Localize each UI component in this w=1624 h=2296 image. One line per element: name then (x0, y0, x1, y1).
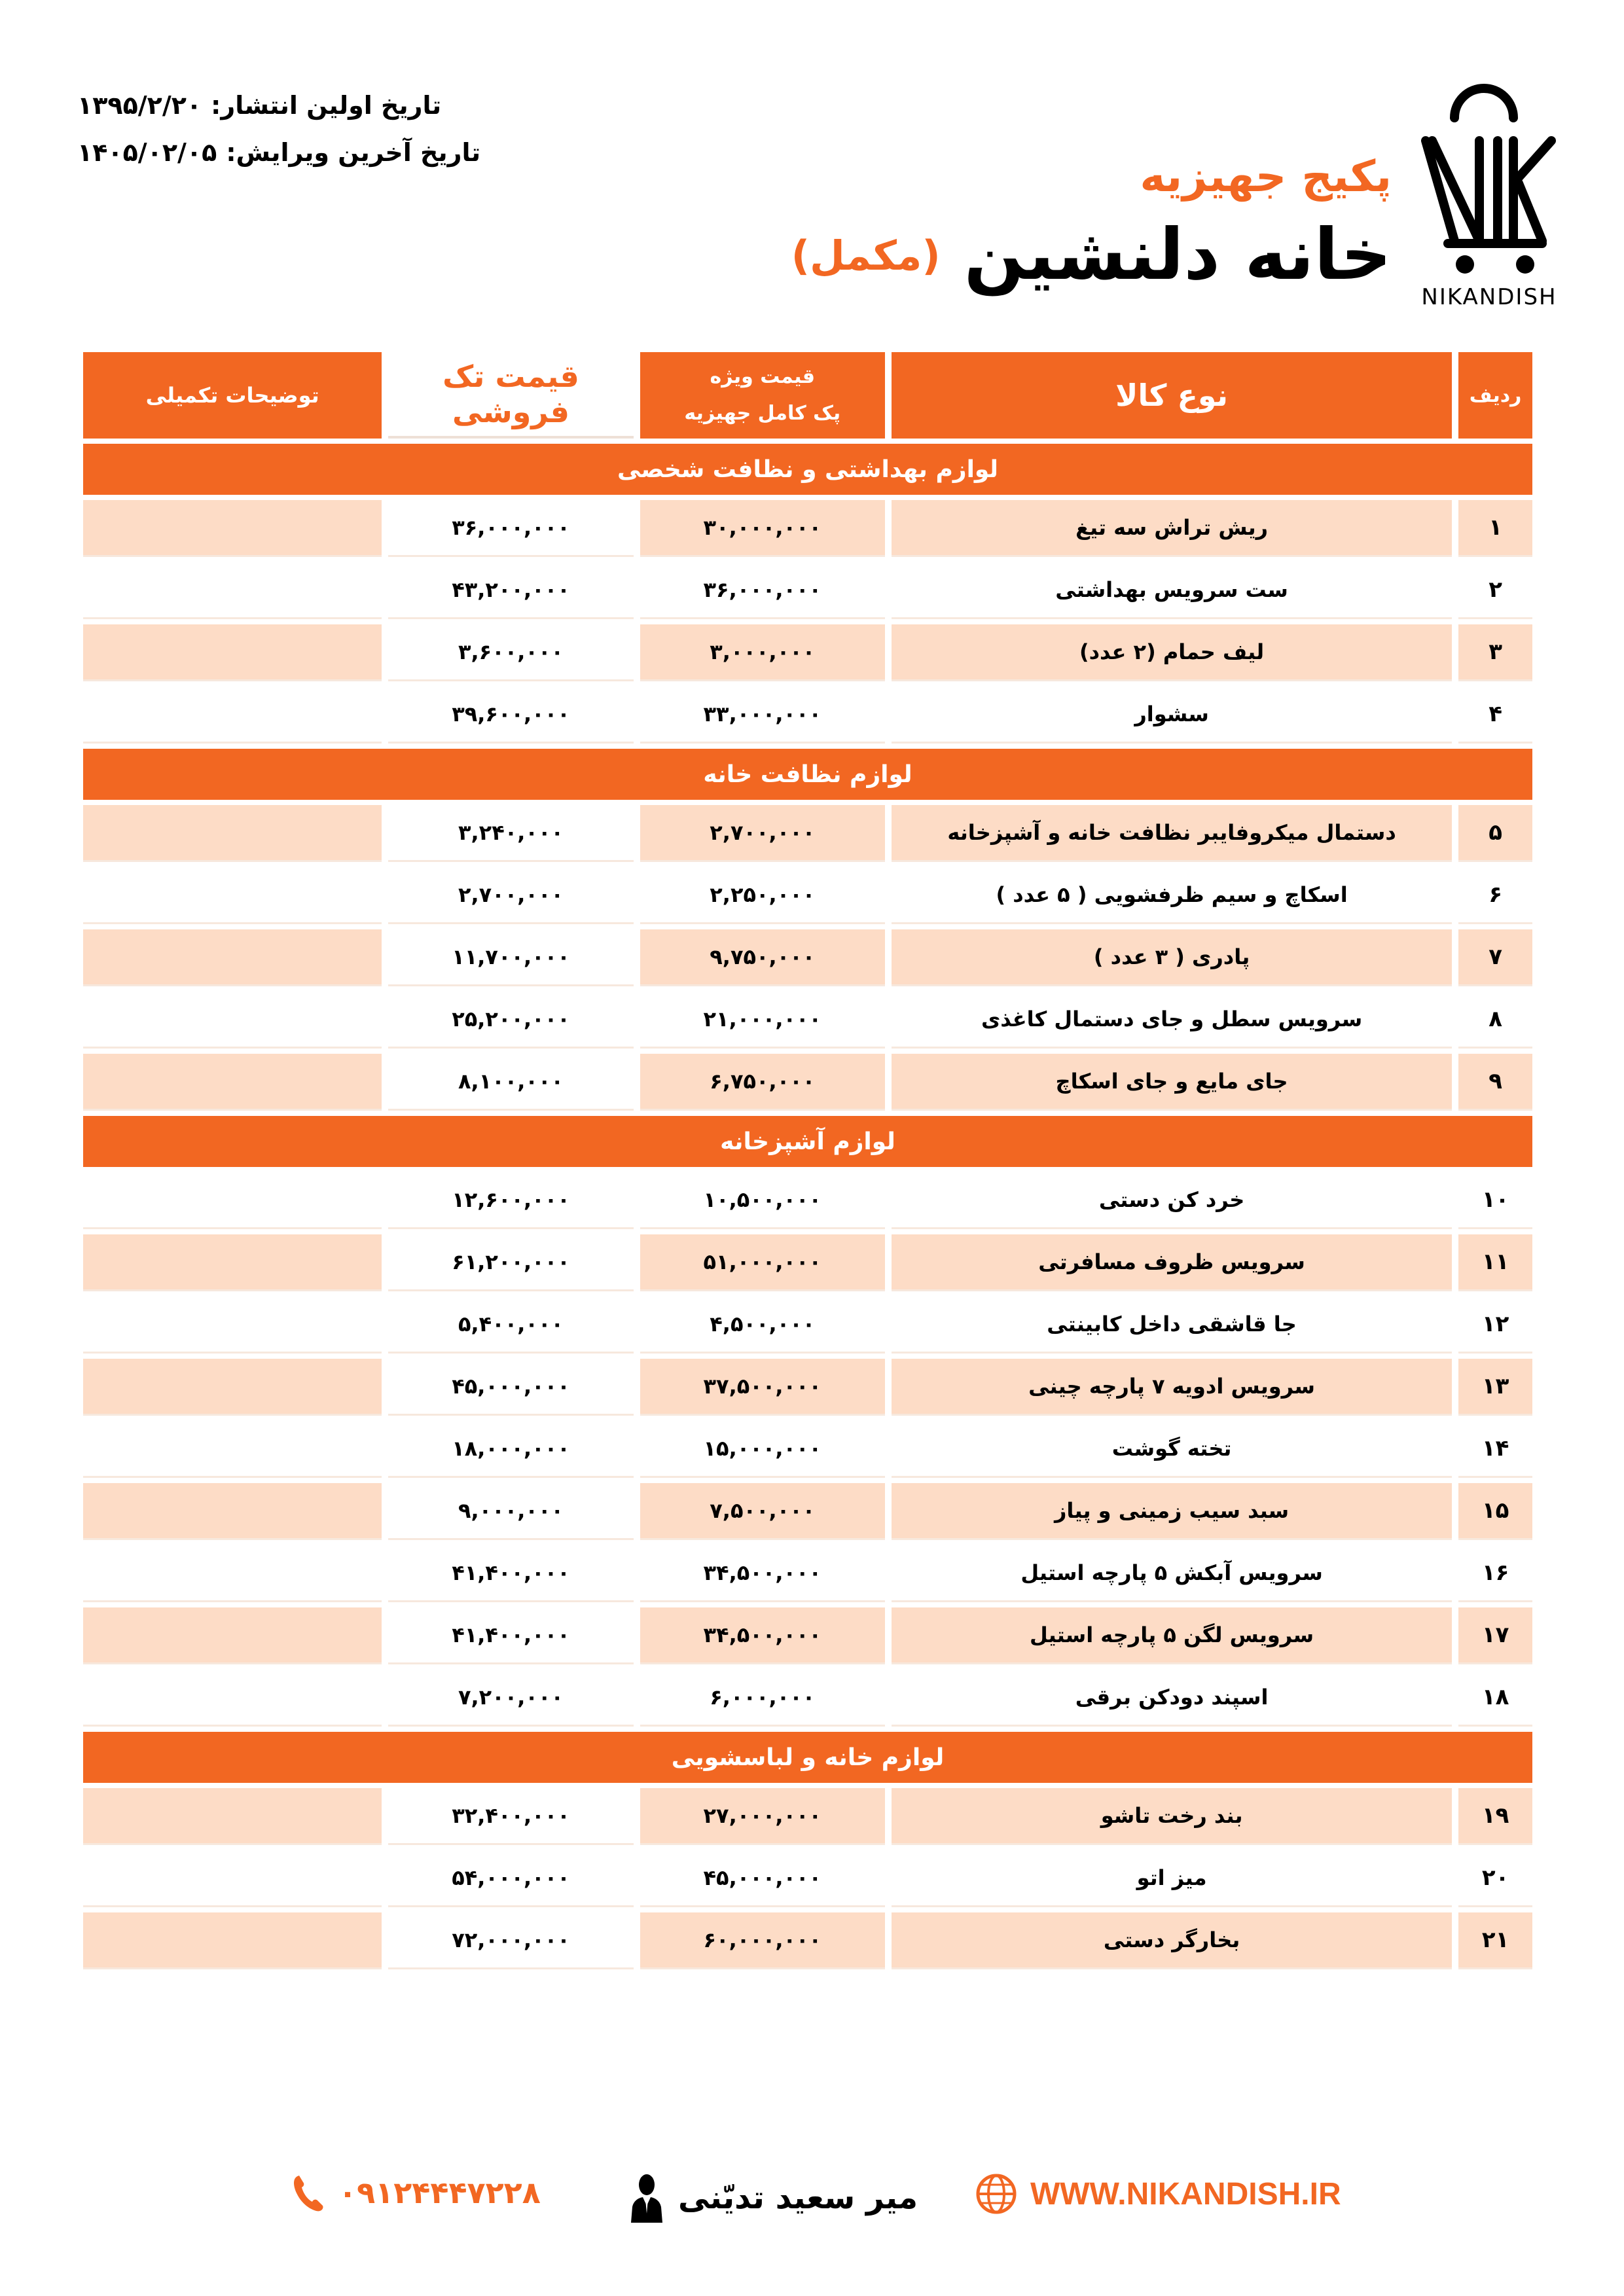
item-name: تخته گوشت (892, 1421, 1452, 1478)
item-notes (83, 1670, 382, 1727)
table-header-row (83, 352, 1532, 439)
item-notes (83, 992, 382, 1049)
footer (0, 2173, 1624, 2232)
col-header-name: نوع کالا (892, 352, 1452, 439)
pack-price: ۳۴,۵۰۰,۰۰۰ (640, 1545, 885, 1602)
item-name: سرویس ادویه ۷ پارچه چینی (892, 1359, 1452, 1416)
row-index: ۵ (1458, 805, 1532, 862)
row-index: ۱ (1458, 500, 1532, 557)
single-price: ۱۸,۰۰۰,۰۰۰ (388, 1421, 633, 1478)
item-notes (83, 1359, 382, 1416)
item-name: جای مایع و جای اسکاچ (892, 1054, 1452, 1111)
item-notes (83, 624, 382, 681)
first-published-date: ۱۳۹۵/۲/۲۰ (77, 91, 202, 120)
single-price: ۱۲,۶۰۰,۰۰۰ (388, 1172, 633, 1229)
row-index: ۱۵ (1458, 1483, 1532, 1540)
table-row (83, 1359, 1532, 1416)
first-published (77, 82, 480, 129)
pack-price: ۲,۷۰۰,۰۰۰ (640, 805, 885, 862)
single-price: ۷۲,۰۰۰,۰۰۰ (388, 1912, 633, 1969)
pack-price: ۳۰,۰۰۰,۰۰۰ (640, 500, 885, 557)
last-edited-date: ۱۴۰۵/۰۲/۰۵ (77, 138, 217, 167)
item-name: سرویس ظروف مسافرتی (892, 1234, 1452, 1291)
table-row (83, 562, 1532, 619)
pack-price: ۳۷,۵۰۰,۰۰۰ (640, 1359, 885, 1416)
page-title: خانه دلنشین (964, 214, 1392, 296)
row-index: ۳ (1458, 624, 1532, 681)
item-name: اسپند دودکن برقی (892, 1670, 1452, 1727)
phone-icon (291, 2173, 325, 2212)
footer-person (628, 2173, 918, 2223)
col-header-pack-price (640, 352, 885, 439)
item-notes (83, 687, 382, 744)
section-header-row (83, 444, 1532, 495)
pack-price: ۶,۰۰۰,۰۰۰ (640, 1670, 885, 1727)
pack-price: ۲۱,۰۰۰,۰۰۰ (640, 992, 885, 1049)
row-index: ۹ (1458, 1054, 1532, 1111)
pack-price: ۳۴,۵۰۰,۰۰۰ (640, 1607, 885, 1664)
item-notes (83, 562, 382, 619)
item-notes (83, 1234, 382, 1291)
single-price: ۲۵,۲۰۰,۰۰۰ (388, 992, 633, 1049)
pack-price: ۳,۰۰۰,۰۰۰ (640, 624, 885, 681)
pack-price: ۱۵,۰۰۰,۰۰۰ (640, 1421, 885, 1478)
item-name: لیف حمام (۲ عدد) (892, 624, 1452, 681)
single-price: ۴۵,۰۰۰,۰۰۰ (388, 1359, 633, 1416)
title-tag: (مکمل) (791, 231, 941, 279)
page-title-row (791, 213, 1392, 298)
pack-price: ۴,۵۰۰,۰۰۰ (640, 1297, 885, 1354)
row-index: ۷ (1458, 929, 1532, 986)
brand-name: NIKANDISH (1421, 284, 1557, 310)
item-name: پادری ( ۳ عدد ) (892, 929, 1452, 986)
table-row (83, 687, 1532, 744)
table-row (83, 992, 1532, 1049)
pack-price: ۲,۲۵۰,۰۰۰ (640, 867, 885, 924)
price-table (77, 347, 1539, 1975)
table-row (83, 1670, 1532, 1727)
pack-price: ۳۶,۰۰۰,۰۰۰ (640, 562, 885, 619)
page-subtitle: پکیج جهیزیه (1140, 151, 1392, 202)
publication-dates (77, 82, 480, 176)
table-row (83, 624, 1532, 681)
row-index: ۱۴ (1458, 1421, 1532, 1478)
row-index: ۲ (1458, 562, 1532, 619)
pack-price: ۹,۷۵۰,۰۰۰ (640, 929, 885, 986)
row-index: ۱۷ (1458, 1607, 1532, 1664)
nikandish-logo (1414, 72, 1564, 314)
single-price: ۹,۰۰۰,۰۰۰ (388, 1483, 633, 1540)
single-price: ۷,۲۰۰,۰۰۰ (388, 1670, 633, 1727)
single-price: ۶۱,۲۰۰,۰۰۰ (388, 1234, 633, 1291)
table-row (83, 1788, 1532, 1845)
page-title-block (791, 147, 1392, 298)
last-edited (77, 129, 480, 176)
row-index: ۲۱ (1458, 1912, 1532, 1969)
pack-price: ۶,۷۵۰,۰۰۰ (640, 1054, 885, 1111)
table-row (83, 1297, 1532, 1354)
item-name: بند رخت تاشو (892, 1788, 1452, 1845)
item-name: میز اتو (892, 1850, 1452, 1907)
item-notes (83, 1483, 382, 1540)
website-link[interactable]: WWW.NIKANDISH.IR (1030, 2176, 1341, 2212)
single-price: ۴۱,۴۰۰,۰۰۰ (388, 1545, 633, 1602)
single-price: ۳۲,۴۰۰,۰۰۰ (388, 1788, 633, 1845)
item-notes (83, 1421, 382, 1478)
row-index: ۲۰ (1458, 1850, 1532, 1907)
col-header-pack-price-line1: قیمت ویژه (710, 365, 816, 388)
pack-price: ۲۷,۰۰۰,۰۰۰ (640, 1788, 885, 1845)
row-index: ۱۸ (1458, 1670, 1532, 1727)
item-name: جا قاشقی داخل کابینتی (892, 1297, 1452, 1354)
table-row (83, 929, 1532, 986)
table-row (83, 1912, 1532, 1969)
single-price: ۳,۲۴۰,۰۰۰ (388, 805, 633, 862)
section-title: لوازم نظافت خانه (83, 749, 1532, 800)
table-row (83, 500, 1532, 557)
row-index: ۱۳ (1458, 1359, 1532, 1416)
item-notes (83, 1545, 382, 1602)
section-header-row (83, 1116, 1532, 1167)
table-row (83, 1483, 1532, 1540)
item-name: اسکاچ و سیم ظرفشویی ( ۵ عدد ) (892, 867, 1452, 924)
single-price: ۵۴,۰۰۰,۰۰۰ (388, 1850, 633, 1907)
person-name: میر سعید تدیّنی (678, 2179, 918, 2216)
single-price: ۳۹,۶۰۰,۰۰۰ (388, 687, 633, 744)
table-row (83, 867, 1532, 924)
businessman-icon (628, 2173, 665, 2223)
single-price: ۳۶,۰۰۰,۰۰۰ (388, 500, 633, 557)
table-row (83, 1234, 1532, 1291)
col-header-index: ردیف (1458, 352, 1532, 439)
footer-website (975, 2173, 1341, 2215)
row-index: ۶ (1458, 867, 1532, 924)
table-body (83, 444, 1532, 1969)
col-header-pack-price-line2: پک کامل جهیزیه (684, 402, 841, 425)
section-header-row (83, 1732, 1532, 1783)
single-price: ۸,۱۰۰,۰۰۰ (388, 1054, 633, 1111)
row-index: ۸ (1458, 992, 1532, 1049)
item-name: ست سرویس بهداشتی (892, 562, 1452, 619)
col-header-notes: توضیحات تکمیلی (83, 352, 382, 439)
first-published-label: تاریخ اولین انتشار: (211, 91, 442, 120)
single-price: ۵,۴۰۰,۰۰۰ (388, 1297, 633, 1354)
shopping-cart-logo-icon (1414, 72, 1564, 281)
table-row (83, 805, 1532, 862)
item-name: سرویس لگن ۵ پارچه استیل (892, 1607, 1452, 1664)
item-name: سرویس آبکش ۵ پارچه استیل (892, 1545, 1452, 1602)
item-name: دستمال میکروفایبر نظافت خانه و آشپزخانه (892, 805, 1452, 862)
single-price: ۱۱,۷۰۰,۰۰۰ (388, 929, 633, 986)
pack-price: ۶۰,۰۰۰,۰۰۰ (640, 1912, 885, 1969)
item-notes (83, 1788, 382, 1845)
row-index: ۴ (1458, 687, 1532, 744)
item-notes (83, 1297, 382, 1354)
item-notes (83, 500, 382, 557)
table-row (83, 1850, 1532, 1907)
last-edited-label: تاریخ آخرین ویرایش: (226, 138, 481, 167)
table-row (83, 1172, 1532, 1229)
item-name: سبد سیب زمینی و پیاز (892, 1483, 1452, 1540)
item-name: بخارگر دستی (892, 1912, 1452, 1969)
item-notes (83, 1172, 382, 1229)
item-notes (83, 929, 382, 986)
section-title: لوازم آشپزخانه (83, 1116, 1532, 1167)
item-notes (83, 805, 382, 862)
pack-price: ۴۵,۰۰۰,۰۰۰ (640, 1850, 885, 1907)
table-row (83, 1607, 1532, 1664)
item-notes (83, 1850, 382, 1907)
item-name: سرویس سطل و جای دستمال کاغذی (892, 992, 1452, 1049)
single-price: ۴۱,۴۰۰,۰۰۰ (388, 1607, 633, 1664)
item-notes (83, 867, 382, 924)
pack-price: ۵۱,۰۰۰,۰۰۰ (640, 1234, 885, 1291)
section-title: لوازم خانه و لباسشویی (83, 1732, 1532, 1783)
table-row (83, 1421, 1532, 1478)
section-title: لوازم بهداشتی و نظافت شخصی (83, 444, 1532, 495)
item-name: سشوار (892, 687, 1452, 744)
row-index: ۱۰ (1458, 1172, 1532, 1229)
item-name: ریش تراش سه تیغ (892, 500, 1452, 557)
item-notes (83, 1054, 382, 1111)
col-header-single-price: قیمت تک فروشی (388, 352, 633, 439)
row-index: ۱۲ (1458, 1297, 1532, 1354)
item-notes (83, 1607, 382, 1664)
globe-icon (975, 2173, 1017, 2215)
row-index: ۱۶ (1458, 1545, 1532, 1602)
table-row (83, 1054, 1532, 1111)
item-name: خرد کن دستی (892, 1172, 1452, 1229)
pack-price: ۱۰,۵۰۰,۰۰۰ (640, 1172, 885, 1229)
pack-price: ۳۳,۰۰۰,۰۰۰ (640, 687, 885, 744)
table-row (83, 1545, 1532, 1602)
footer-phone (291, 2173, 541, 2212)
pack-price: ۷,۵۰۰,۰۰۰ (640, 1483, 885, 1540)
row-index: ۱۱ (1458, 1234, 1532, 1291)
single-price: ۳,۶۰۰,۰۰۰ (388, 624, 633, 681)
row-index: ۱۹ (1458, 1788, 1532, 1845)
phone-number: ۰۹۱۲۴۴۴۷۲۲۸ (338, 2175, 541, 2210)
single-price: ۴۳,۲۰۰,۰۰۰ (388, 562, 633, 619)
section-header-row (83, 749, 1532, 800)
item-notes (83, 1912, 382, 1969)
single-price: ۲,۷۰۰,۰۰۰ (388, 867, 633, 924)
